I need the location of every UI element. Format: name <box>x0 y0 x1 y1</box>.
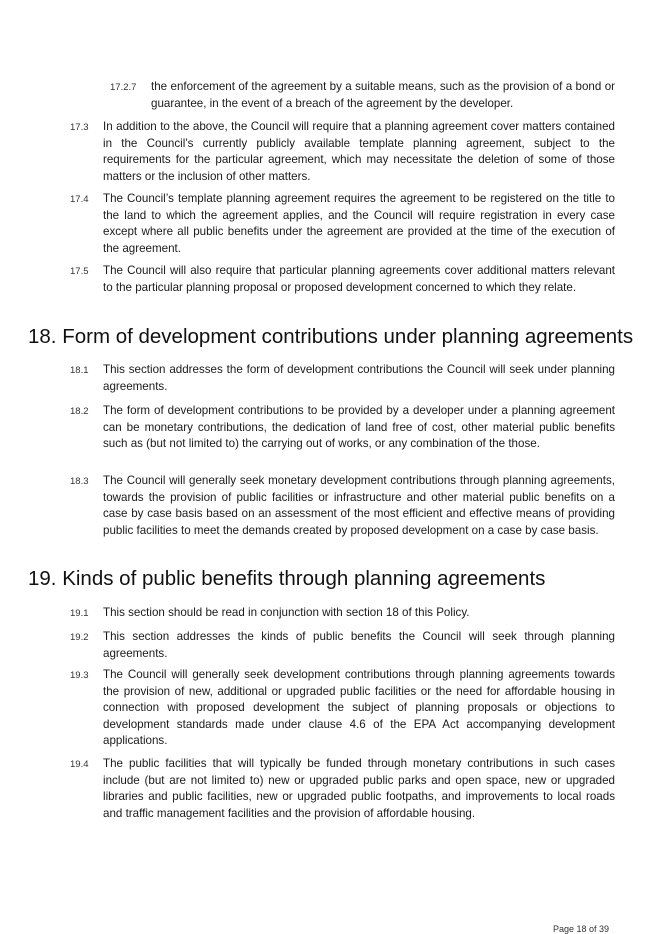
clause-18-1 <box>70 362 615 395</box>
clause-number: 18.1 <box>70 365 89 376</box>
clause-19-4 <box>70 756 615 822</box>
clause-number: 17.5 <box>70 266 89 277</box>
clause-text: The form of development contributions to be provided by a developer under a planning agreement can be monetary contributions, the dedication of land free of cost, other material public benefits such as (but not limited to) the carrying out of works, or any combination of the those. <box>103 404 615 451</box>
clause-number: 19.2 <box>70 632 89 643</box>
clause-17-2-7 <box>110 79 615 112</box>
clause-text: The Council will generally seek development contributions through planning agreements towards the provision of new, additional or upgraded public facilities or the need for affordable housing in connection with proposed development the subject of planning proposals or objections to development standards made under clause 4.6 of the EPA Act accompanying development applications. <box>103 668 615 748</box>
clause-number: 17.2.7 <box>110 82 137 93</box>
clause-text: The Council will also require that particular planning agreements cover additional matters relevant to the particular planning proposal or proposed development concerned to which they relate. <box>103 264 615 294</box>
clause-17-5 <box>70 263 615 296</box>
section-19-heading: 19. Kinds of public benefits through planning agreements <box>28 567 546 590</box>
clause-number: 19.1 <box>70 608 89 619</box>
clause-number: 17.3 <box>70 122 89 133</box>
clause-19-1 <box>70 605 615 622</box>
clause-19-3 <box>70 667 615 750</box>
clause-number: 17.4 <box>70 194 89 205</box>
clause-17-3 <box>70 119 615 185</box>
clause-text: In addition to the above, the Council will require that a planning agreement cover matters contained in the Council’s currently publicly available template planning agreement, subject to the requirements for the particular agreement, which may necessitate the deletion of some of those matters or the inclusion of other matters. <box>103 120 615 183</box>
clause-text: The Council will generally seek monetary development contributions through planning agreements, towards the provision of public facilities or infrastructure and other material public benefits on a case by case basis based on an assessment of the most efficient and effective means of providing public facilities to meet the demands created by proposed development on a case by case basis. <box>103 474 615 537</box>
clause-18-2 <box>70 403 615 453</box>
clause-number: 18.2 <box>70 406 89 417</box>
clause-text: The public facilities that will typically be funded through monetary contributions in such cases include (but are not limited to) new or upgraded public parks and open space, new or upgraded libraries and public facilities, new or upgraded public footpaths, and improvements to local roads and traffic management facilities and the provision of affordable housing. <box>103 757 615 820</box>
clause-number: 19.3 <box>70 670 89 681</box>
clause-text: This section addresses the kinds of public benefits the Council will seek through planning agreements. <box>103 630 615 660</box>
page-number: Page 18 of 39 <box>552 924 609 934</box>
clause-text: The Council’s template planning agreement requires the agreement to be registered on the title to the land to which the agreement applies, and the Council will require registration in every case except where all public benefits under the agreement are provided at the time of the execution of the agreement. <box>103 192 615 255</box>
section-18-heading: 18. Form of development contributions under planning agreements <box>28 325 634 348</box>
clause-text: This section should be read in conjunction with section 18 of this Policy. <box>103 606 470 619</box>
clause-17-4 <box>70 191 615 257</box>
clause-18-3 <box>70 473 615 539</box>
clause-19-2 <box>70 629 615 662</box>
clause-text: the enforcement of the agreement by a suitable means, such as the provision of a bond or guarantee, in the event of a breach of the agreement by the developer. <box>151 80 615 110</box>
clause-text: This section addresses the form of development contributions the Council will seek under planning agreements. <box>103 363 615 393</box>
clause-number: 18.3 <box>70 476 89 487</box>
clause-number: 19.4 <box>70 759 89 770</box>
